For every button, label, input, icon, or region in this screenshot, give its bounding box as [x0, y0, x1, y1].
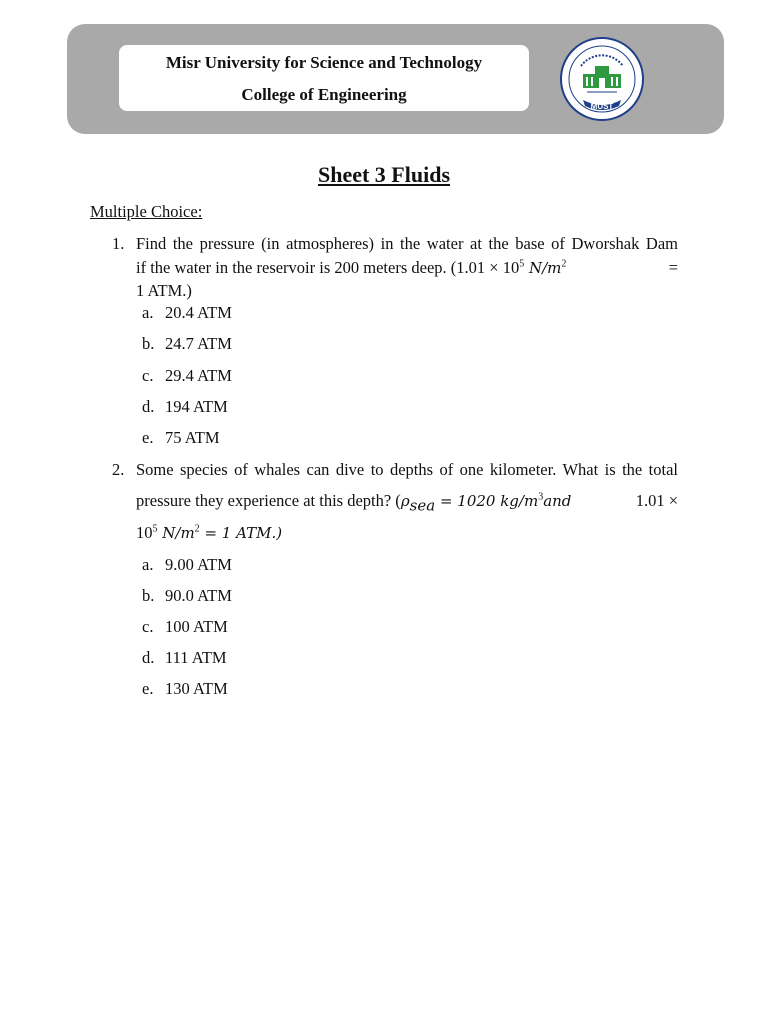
math-unit: N/m [157, 524, 195, 542]
question-number: 1. [112, 234, 125, 253]
math-unit: = 1020 kg/m [435, 492, 539, 510]
superscript: 2 [194, 523, 200, 535]
question-text-line [136, 523, 282, 543]
option-text: 75 ATM [165, 428, 220, 447]
question-text-segment [136, 491, 571, 514]
option-text: 100 ATM [165, 617, 228, 636]
option-letter: e. [142, 679, 154, 698]
superscript: 5 [152, 523, 158, 535]
math-segment: 10 [136, 523, 153, 542]
option-letter: e. [142, 428, 154, 447]
option-text: 29.4 ATM [165, 366, 232, 385]
page-title: Sheet 3 Fluids [317, 162, 451, 187]
logo-text: MUST [590, 102, 614, 111]
option-text: 24.7 ATM [165, 334, 232, 353]
superscript: 2 [561, 258, 567, 270]
question-text-line [136, 258, 678, 278]
option-text: 20.4 ATM [165, 303, 232, 322]
college-name: College of Engineering [241, 85, 407, 104]
question-text-line: Find the pressure (in atmospheres) in the water at the base of Dworshak Dam [136, 234, 678, 253]
option-text: 111 ATM [165, 648, 227, 667]
option-letter: b. [142, 334, 155, 353]
question-text-line: 1 ATM.) [136, 281, 192, 300]
superscript: 5 [519, 258, 525, 270]
option-letter: b. [142, 586, 155, 605]
option-letter: d. [142, 648, 155, 667]
question-text-segment [136, 258, 566, 278]
option-letter: a. [142, 555, 154, 574]
subscript: sea [409, 496, 436, 515]
superscript: 3 [538, 491, 544, 503]
math-unit: N/m [524, 259, 562, 277]
university-logo-icon [559, 36, 645, 122]
section-label: Multiple Choice: [90, 202, 203, 221]
option-text: 194 ATM [165, 397, 228, 416]
math-segment: 1.01 × [635, 491, 678, 510]
math-symbol: ρ [400, 492, 410, 510]
question-text-line [136, 491, 678, 514]
question-number: 2. [112, 460, 125, 479]
option-letter: a. [142, 303, 154, 322]
question-text-segment: pressure they experience at this depth? ( [136, 491, 401, 510]
math-equals: = [668, 258, 678, 277]
math-word: and [543, 492, 572, 510]
option-text: 90.0 ATM [165, 586, 232, 605]
university-name: Misr University for Science and Technology [165, 53, 483, 72]
option-letter: d. [142, 397, 155, 416]
option-text: 130 ATM [165, 679, 228, 698]
question-text-segment: if the water in the reservoir is 200 meters deep. (1.01 × 10 [136, 258, 520, 277]
math-segment: = 1 ATM.) [199, 524, 283, 542]
option-text: 9.00 ATM [165, 555, 232, 574]
option-letter: c. [142, 617, 154, 636]
header-title-box [119, 45, 529, 111]
question-text-line: Some species of whales can dive to depths of one kilometer. What is the total [136, 460, 678, 479]
option-letter: c. [142, 366, 154, 385]
